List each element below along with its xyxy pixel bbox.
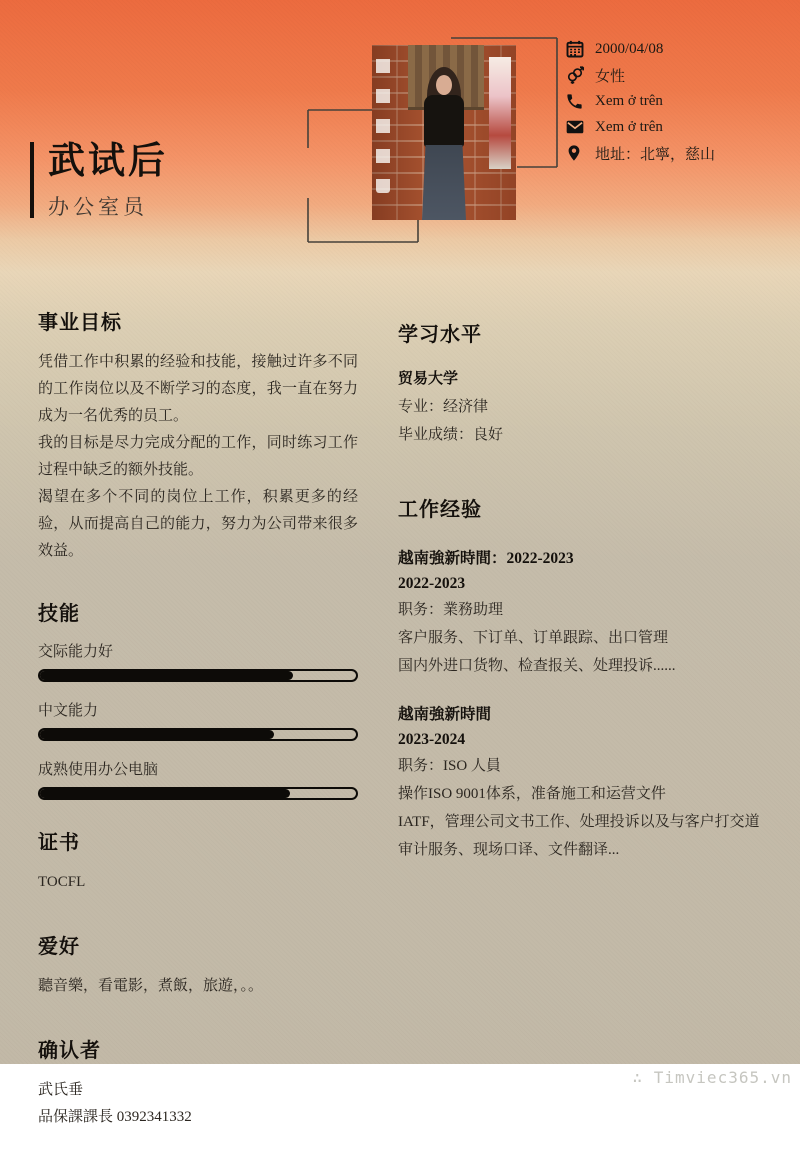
contact-row-email (565, 114, 715, 140)
skill-bar-fill (40, 671, 293, 680)
skill-bar-track (38, 669, 358, 682)
skill-item (38, 699, 358, 741)
education-heading: 学习水平 (398, 318, 778, 347)
right-column (398, 318, 778, 890)
candidate-name: 武试后 (48, 142, 168, 183)
reference-name: 武氏垂 (38, 1077, 358, 1104)
job-company: 越南強新時間 (398, 702, 778, 727)
education-grade: 毕业成绩：良好 (398, 421, 778, 449)
contact-row-phone (565, 88, 715, 114)
email-icon (565, 117, 587, 137)
photo-person-skirt (422, 145, 466, 220)
job-detail: IATF，管理公司文书工作、处理投诉以及与客户打交道 (398, 808, 778, 836)
reference-heading: 确认者 (38, 1034, 358, 1063)
job-detail: 操作ISO 9001体系，准备施工和运营文件 (398, 780, 778, 808)
education-major: 专业：经济律 (398, 393, 778, 421)
certificates-heading: 证书 (38, 826, 358, 855)
section-reference (38, 1034, 358, 1131)
photo-poster (489, 57, 511, 169)
name-block (30, 142, 168, 221)
hobbies-text: 聽音樂，看電影，煮飯，旅遊，。。 (38, 973, 358, 1000)
skill-item (38, 640, 358, 682)
job-detail: 客户服务、下订单、订单跟踪、出口管理 (398, 624, 778, 652)
skill-bar-track (38, 787, 358, 800)
contact-row-address (565, 140, 715, 166)
section-certificates (38, 826, 358, 896)
section-education (398, 318, 778, 449)
skills-heading: 技能 (38, 597, 358, 626)
objective-paragraph: 渴望在多个不同的岗位上工作，积累更多的经验，从而提高自己的能力，努力为公司带来很多效益。 (38, 484, 358, 565)
skill-label: 交际能力好 (38, 640, 358, 661)
job-detail: 国内外进口货物、检查报关、处理投诉...... (398, 652, 778, 680)
contact-gender: 女性 (595, 65, 625, 86)
objective-paragraph: 凭借工作中积累的经验和技能，接触过许多不同的工作岗位以及不断学习的态度，我一直在努力成为一名优秀的员工。 (38, 349, 358, 430)
calendar-icon (565, 39, 587, 59)
photo-calligraphy (376, 53, 390, 193)
certificate-item: TOCFL (38, 869, 358, 896)
objective-paragraph: 我的目标是尽力完成分配的工作，同时练习工作过程中缺乏的额外技能。 (38, 430, 358, 484)
gender-icon (565, 65, 587, 85)
job-role: 职务：業務助理 (398, 596, 778, 624)
job-detail: 审计服务、现场口译、文件翻译... (398, 836, 778, 864)
reference-detail: 品保課課長 0392341332 (38, 1104, 358, 1131)
contact-info (565, 36, 715, 166)
skill-label: 中文能力 (38, 699, 358, 720)
location-icon (565, 143, 587, 163)
objective-heading: 事业目标 (38, 306, 358, 335)
job-period: 2022-2023 (398, 571, 778, 596)
experience-job (398, 702, 778, 864)
skill-label: 成熟使用办公电脑 (38, 758, 358, 779)
photo-person-face (436, 75, 452, 95)
job-period: 2023-2024 (398, 727, 778, 752)
job-company: 越南強新時間：2022-2023 (398, 546, 778, 571)
phone-icon (565, 91, 587, 111)
contact-address: 地址：北寧，慈山 (595, 143, 715, 164)
skill-bar-fill (40, 789, 290, 798)
photo-person-sweater (424, 95, 464, 147)
candidate-job-title: 办公室员 (48, 191, 168, 221)
name-accent-bar (30, 142, 34, 218)
hobbies-heading: 爱好 (38, 930, 358, 959)
section-skills (38, 597, 358, 800)
experience-job (398, 546, 778, 680)
section-objective (38, 306, 358, 565)
contact-birthdate: 2000/04/08 (595, 41, 663, 58)
footer-brand: ∴ Timviec365.vn (633, 1068, 800, 1087)
left-column (38, 306, 358, 1157)
section-experience (398, 493, 778, 864)
experience-heading: 工作经验 (398, 493, 778, 522)
education-school: 贸易大学 (398, 365, 778, 393)
profile-photo (372, 45, 516, 220)
skill-bar-fill (40, 730, 274, 739)
section-hobbies (38, 930, 358, 1000)
contact-row-birthdate (565, 36, 715, 62)
contact-phone: Xem ở trên (595, 93, 663, 110)
skill-bar-track (38, 728, 358, 741)
job-role: 职务：ISO 人員 (398, 752, 778, 780)
skill-item (38, 758, 358, 800)
contact-row-gender (565, 62, 715, 88)
contact-email: Xem ở trên (595, 119, 663, 136)
